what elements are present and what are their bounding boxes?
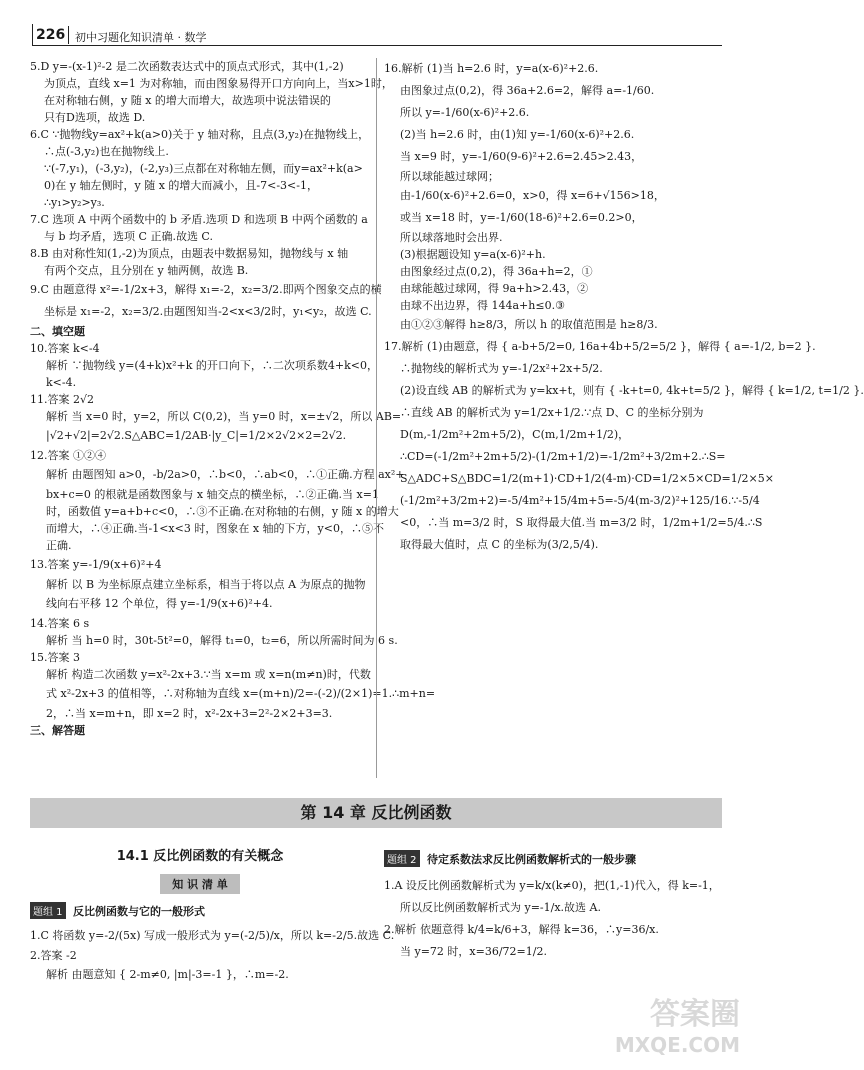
answer-line: |√2+√2|=2√2.S△ABC=1/2AB·|y_C|=1/2×2√2×2=2√2. [46, 429, 347, 442]
section-heading: 三、解答题 [30, 724, 85, 737]
answer-line: 取得最大值时，点 C 的坐标为(3/2,5/4). [400, 538, 599, 551]
answer-line: 解析 当 h=0 时，30t-5t²=0，解得 t₁=0，t₂=6，所以所需时间为 6 s. [46, 634, 398, 647]
answer-line: ∴y₁>y₂>y₃. [44, 196, 105, 209]
answer-line: 10.答案 k<-4 [30, 342, 100, 355]
answer-line: ∴抛物线的解析式为 y=-1/2x²+2x+5/2. [400, 362, 603, 375]
group-2-tag: 题组 2 [384, 850, 420, 867]
answer-line: 或当 x=18 时，y=-1/60(18-6)²+2.6=0.2>0， [400, 211, 643, 224]
answer-line: 12.答案 ①②④ [30, 449, 106, 462]
answer-line: 所以球能越过球网； [400, 170, 499, 183]
answer-line: 2.解析 依题意得 k/4=k/6+3，解得 k=36，∴y=36/x. [384, 923, 659, 936]
section-title: 14.1 反比例函数的有关概念 [116, 849, 284, 864]
answer-line: 而增大，∴④正确.当-1<x<3 时，图象在 x 轴的下方，y<0，∴⑤不 [46, 522, 384, 535]
answer-line: 有两个交点，且分别在 y 轴两侧，故选 B. [44, 264, 249, 277]
answer-line: 14.答案 6 s [30, 617, 90, 630]
answer-line: 由图象过点(0,2)，得 36a+2.6=2，解得 a=-1/60. [400, 84, 655, 97]
header-rule-left [32, 24, 33, 46]
answer-line: 所以球落地时会出界. [400, 231, 503, 244]
group-2-block [384, 850, 722, 963]
answer-line: bx+c=0 的根就是函数图象与 x 轴交点的横坐标，∴②正确.当 x=1 [46, 488, 379, 501]
answer-line: 坐标是 x₁=-2，x₂=3/2.由题图知当-2<x<3/2时，y₁<y₂，故选 C. [44, 305, 372, 318]
watermark-url: MXQE.COM [614, 1033, 740, 1057]
answer-line: 由-1/60(x-6)²+2.6=0，x>0，得 x=6+√156>18， [400, 189, 665, 202]
answer-line: 0)在 y 轴左侧时，y 随 x 的增大而减小，且-7<-3<-1， [44, 179, 318, 192]
book-title: 初中习题化知识清单 · 数学 [75, 31, 207, 44]
page-number: 226 [36, 27, 66, 43]
answer-line: 13.答案 y=-1/9(x+6)²+4 [30, 558, 162, 571]
answer-line: 所以反比例函数解析式为 y=-1/x.故选 A. [400, 901, 601, 914]
answer-line: 解析 由题意知 { 2-m≠0, |m|-3=-1 }，∴m=-2. [46, 968, 289, 981]
answer-line: 所以 y=-1/60(x-6)²+2.6. [400, 106, 530, 119]
answer-line: 在对称轴右侧，y 随 x 的增大而增大，故选项中说法错误的 [44, 94, 331, 107]
answer-line: ∵(-7,y₁)，(-3,y₂)，(-2,y₃)三点都在对称轴左侧，而y=ax²+k(a> [44, 162, 363, 175]
answer-line: 1.A 设反比例函数解析式为 y=k/x(k≠0)，把(1,-1)代入，得 k=-1， [384, 879, 720, 892]
header-rule [32, 45, 722, 46]
answer-line: <0，∴当 m=3/2 时，S 取得最大值.当 m=3/2 时，1/2m+1/2=5/4.∴S [400, 516, 763, 529]
answer-line: (-1/2m²+3/2m+2)=-5/4m²+15/4m+5=-5/4(m-3/2)²+125/16.∵-5/4 [400, 494, 760, 507]
answer-line: 当 x=9 时，y=-1/60(9-6)²+2.6=2.45>2.43， [400, 150, 643, 163]
group-2-answers [384, 875, 722, 963]
section-heading: 二、填空题 [30, 325, 85, 338]
answer-line: 解析 以 B 为坐标原点建立坐标系，相当于将以点 A 为原点的抛物 [46, 578, 366, 591]
answer-line: 由①②③解得 h≥8/3，所以 h 的取值范围是 h≥8/3. [400, 318, 658, 331]
column-divider [376, 58, 377, 778]
answer-line: 由球能越过球网，得 9a+h>2.43，② [400, 282, 589, 295]
answer-line: 时，函数值 y=a+b+c<0，∴③不正确.在对称轴的右侧，y 随 x 的增大 [46, 505, 399, 518]
answer-line: (3)根据题设知 y=a(x-6)²+h. [400, 248, 546, 261]
answer-line: 2，∴当 x=m+n，即 x=2 时，x²-2x+3=2²-2×2+3=3. [46, 707, 333, 720]
answer-line: 解析 ∵抛物线 y=(4+k)x²+k 的开口向下，∴二次项系数4+k<0， [46, 359, 378, 372]
answer-line: 正确. [46, 539, 72, 552]
answer-line: 16.解析 (1)当 h=2.6 时，y=a(x-6)²+2.6. [384, 62, 599, 75]
group-1-title: 反比例函数与它的一般形式 [73, 905, 206, 918]
chapter-banner: 第 14 章 反比例函数 [30, 798, 722, 828]
answer-line: 7.C 选项 A 中两个函数中的 b 矛盾.选项 D 和选项 B 中两个函数的 a [30, 213, 368, 226]
answer-line: 9.C 由题意得 x²=-1/2x+3，解得 x₁=-2，x₂=3/2.即两个图象交点的横 [30, 283, 382, 296]
answer-line: (2)设直线 AB 的解析式为 y=kx+t，则有 { -k+t=0, 4k+t=5/2 }，解得 { k=1/2, t=1/2 }. [400, 384, 864, 397]
answer-line: 由图象经过点(0,2)，得 36a+h=2，① [400, 265, 593, 278]
answer-line: 解析 由题图知 a>0，-b/2a>0，∴b<0，∴ab<0，∴①正确.方程 ax²+ [46, 468, 405, 481]
answer-line: 11.答案 2√2 [30, 393, 94, 406]
answer-line: 式 x²-2x+3 的值相等，∴对称轴为直线 x=(m+n)/2=-(-2)/(2×1)=1.∴m+n= [46, 687, 436, 700]
answer-line: 为顶点，直线 x=1 为对称轴，而由图象易得开口方向向上，当x>1时， [44, 77, 393, 90]
answer-line: k<-4. [46, 376, 77, 389]
knowledge-list-label: 知 识 清 单 [160, 874, 240, 894]
answer-line: 当 y=72 时，x=36/72=1/2. [400, 945, 547, 958]
right-answer-column [384, 58, 864, 556]
answer-line: 8.B 由对称性知(1,-2)为顶点，由题表中数据易知，抛物线与 x 轴 [30, 247, 349, 260]
answer-line: ∴CD=(-1/2m²+2m+5/2)-(1/2m+1/2)=-1/2m²+3/2m+2.∴S= [400, 450, 726, 463]
answer-line: 与 b 均矛盾，选项 C 正确.故选 C. [44, 230, 213, 243]
answer-line: 线向右平移 12 个单位，得 y=-1/9(x+6)²+4. [46, 597, 273, 610]
page-header [0, 0, 750, 42]
answer-line: 由球不出边界，得 144a+h≤0.③ [400, 299, 565, 312]
answer-line: S△ADC+S△BDC=1/2(m+1)·CD+1/2(4-m)·CD=1/2×5×CD=1/2×5× [400, 472, 774, 485]
left-answer-column [30, 58, 436, 739]
answer-line: 只有D选项，故选 D. [44, 111, 146, 124]
section-14-1 [30, 845, 395, 986]
answer-line: 2.答案 -2 [30, 949, 77, 962]
group-2-title: 待定系数法求反比例函数解析式的一般步骤 [427, 853, 637, 866]
answer-line: 解析 当 x=0 时，y=2，所以 C(0,2)，当 y=0 时，x=±√2，所以 AB= [46, 410, 402, 423]
answer-line: 15.答案 3 [30, 651, 80, 664]
answer-line: ∴直线 AB 的解析式为 y=1/2x+1/2.∵点 D、C 的坐标分别为 [400, 406, 704, 419]
answer-line: (2)当 h=2.6 时，由(1)知 y=-1/60(x-6)²+2.6. [400, 128, 635, 141]
header-divider [68, 26, 69, 44]
answer-line: D(m,-1/2m²+2m+5/2)，C(m,1/2m+1/2)， [400, 428, 630, 441]
answer-line: 17.解析 (1)由题意，得 { a-b+5/2=0, 16a+4b+5/2=5/2 }，解得 { a=-1/2, b=2 }. [384, 340, 816, 353]
group-1-tag: 题组 1 [30, 902, 66, 919]
answer-line: ∴点(-3,y₂)也在抛物线上. [44, 145, 169, 158]
answer-line: 1.C 将函数 y=-2/(5x) 写成一般形式为 y=(-2/5)/x，所以 k=-2/5.故选 C. [30, 929, 395, 942]
answer-line: 解析 构造二次函数 y=x²-2x+3.∵当 x=m 或 x=n(m≠n)时，代数 [46, 668, 371, 681]
watermark-text: 答案圈 [650, 997, 740, 1032]
watermark [600, 997, 740, 1060]
group-1-answers [30, 925, 395, 986]
answer-line: 5.D y=-(x-1)²-2 是二次函数表达式中的顶点式形式，其中(1,-2) [30, 60, 344, 73]
answer-line: 6.C ∵抛物线y=ax²+k(a>0)关于 y 轴对称，且点(3,y₂)在抛物线上， [30, 128, 370, 141]
